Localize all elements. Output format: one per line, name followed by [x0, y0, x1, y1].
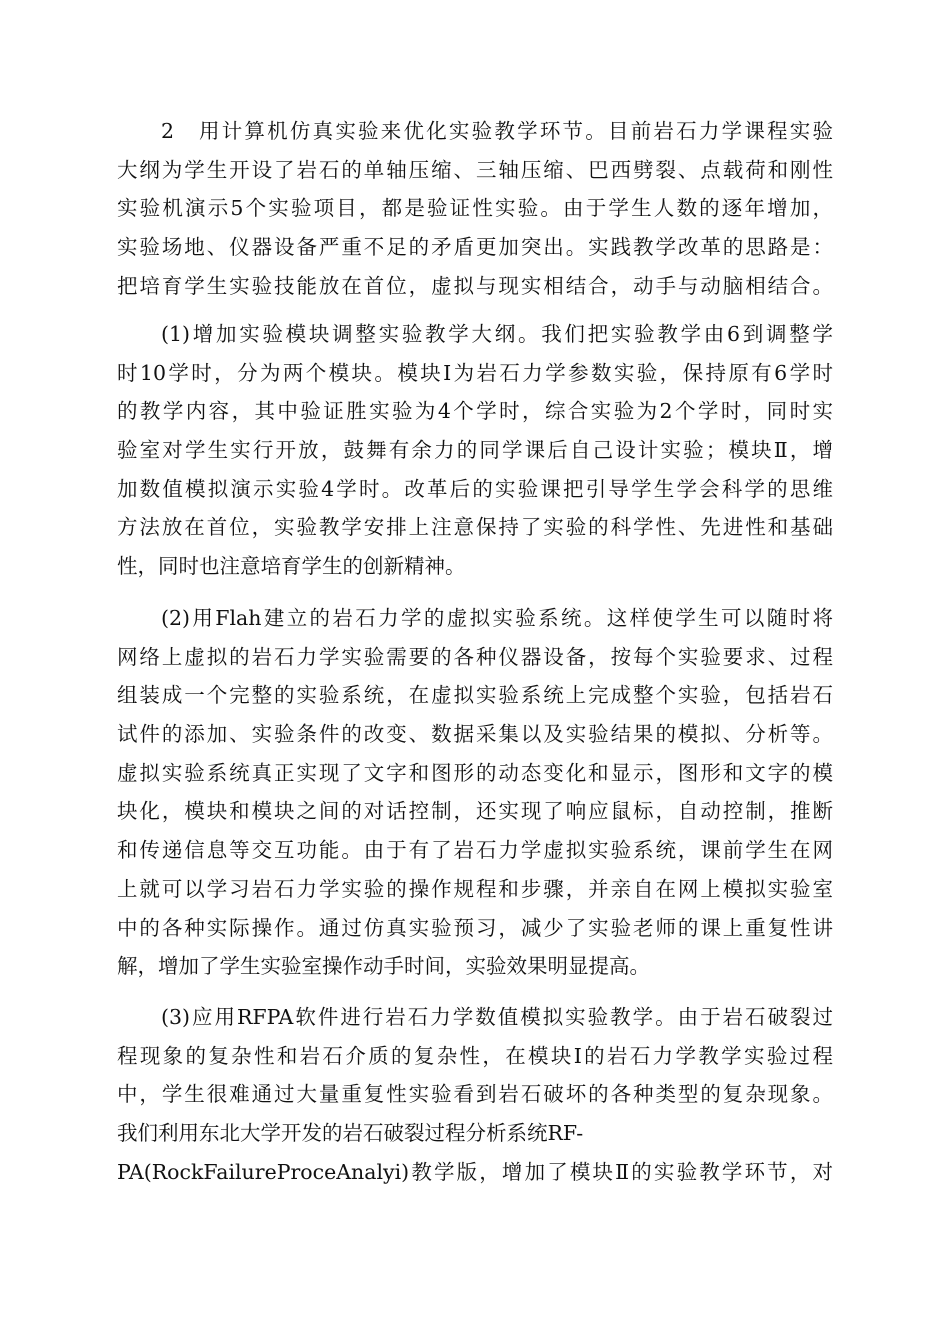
paragraph-line: 组装成一个完整的实验系统，在虚拟实验系统上完成整个实验，包括岩石: [117, 683, 833, 708]
paragraph-computer-simulation: [117, 112, 833, 305]
paragraph-line: 上就可以学习岩石力学实验的操作规程和步骤，并亲自在网上模拟实验室: [117, 876, 833, 901]
paragraph-line: 时10学时，分为两个模块。模块Ⅰ为岩石力学参数实验，保持原有6学时: [117, 360, 833, 385]
paragraph-line: 中的各种实际操作。通过仿真实验预习，减少了实验老师的课上重复性讲: [117, 915, 833, 940]
paragraph-line: 网络上虚拟的岩石力学实验需要的各种仪器设备，按每个实验要求、过程: [117, 644, 833, 669]
paragraph-line: 把培育学生实验技能放在首位，虚拟与现实相结合，动手与动脑相结合。: [117, 273, 833, 298]
paragraph-line: (1)增加实验模块调整实验教学大纲。我们把实验教学由6到调整学: [161, 322, 833, 346]
paragraph-line: 性，同时也注意培育学生的创新精神。: [117, 554, 466, 579]
paragraph-line: 中，学生很难通过大量重复性实验看到岩石破坏的各种类型的复杂现象。: [117, 1082, 833, 1107]
paragraph-item-1: [117, 315, 833, 586]
paragraph-line: (2)用Flah建立的岩石力学的虚拟实验系统。这样使学生可以随时将: [161, 606, 833, 630]
paragraph-line: 实验机演示5个实验项目，都是验证性实验。由于学生人数的逐年增加，: [117, 196, 833, 221]
paragraph-line: 的教学内容，其中验证胜实验为4个学时，综合实验为2个学时，同时实: [117, 399, 833, 424]
paragraph-line: PA(RockFailureProceAnalyi)教学版，增加了模块Ⅱ的实验教学环节，对: [117, 1159, 833, 1184]
paragraph-line: 程现象的复杂性和岩石介质的复杂性，在模块Ⅰ的岩石力学教学实验过程: [117, 1043, 833, 1068]
paragraph-line: 虚拟实验系统真正实现了文字和图形的动态变化和显示，图形和文字的模: [117, 760, 833, 785]
paragraph-line: 试件的添加、实验条件的改变、数据采集以及实验结果的模拟、分析等。: [117, 722, 833, 747]
paragraph-item-2: [117, 599, 833, 986]
paragraph-line: 方法放在首位，实验教学安排上注意保持了实验的科学性、先进性和基础: [117, 515, 833, 540]
paragraph-line: 加数值模拟演示实验4学时。改革后的实验课把引导学生学会科学的思维: [117, 476, 833, 501]
paragraph-line: 解，增加了学生实验室操作动手时间，实验效果明显提高。: [117, 954, 650, 979]
paragraph-line: (3)应用RFPA软件进行岩石力学数值模拟实验教学。由于岩石破裂过: [161, 1005, 833, 1029]
paragraph-line: 我们利用东北大学开发的岩石破裂过程分析系统RF-: [117, 1121, 584, 1146]
paragraph-line: 块化，模块和模块之间的对话控制，还实现了响应鼠标，自动控制，推断: [117, 799, 833, 824]
paragraph-line: 验室对学生实行开放，鼓舞有余力的同学课后自己设计实验；模块Ⅱ，增: [117, 438, 833, 463]
paragraph-line: 2 用计算机仿真实验来优化实验教学环节。目前岩石力学课程实验: [161, 119, 833, 143]
paragraph-line: 实验场地、仪器设备严重不足的矛盾更加突出。实践教学改革的思路是：: [117, 235, 833, 260]
paragraph-line: 和传递信息等交互功能。由于有了岩石力学虚拟实验系统，课前学生在网: [117, 838, 833, 863]
paragraph-line: 大纲为学生开设了岩石的单轴压缩、三轴压缩、巴西劈裂、点载荷和刚性: [117, 157, 833, 182]
paragraph-item-3: [117, 998, 833, 1191]
